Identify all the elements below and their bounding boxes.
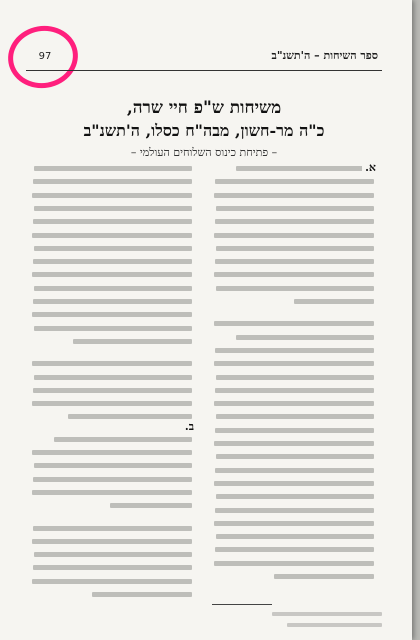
running-header: ספר השיחות – ה'תשנ"ב [271, 49, 378, 62]
section-b-mark: ב. [182, 420, 194, 433]
text-line-placeholder [216, 414, 374, 419]
text-line-placeholder [33, 565, 192, 570]
text-line-placeholder [54, 437, 192, 442]
text-line-placeholder [32, 233, 192, 238]
text-line-placeholder [214, 561, 374, 566]
text-line-placeholder [34, 166, 192, 171]
text-line-placeholder [32, 539, 192, 544]
text-line-placeholder [33, 477, 192, 482]
text-line-placeholder [32, 490, 192, 495]
text-line-placeholder [32, 193, 192, 198]
text-line-placeholder [215, 547, 374, 552]
header-rule [26, 70, 382, 71]
footnote-rule [212, 604, 272, 605]
text-line-placeholder [34, 206, 192, 211]
text-line-placeholder [33, 259, 192, 264]
text-line-placeholder [110, 503, 192, 508]
text-line-placeholder [215, 508, 374, 513]
text-line-placeholder [68, 414, 192, 419]
text-line-placeholder [214, 233, 374, 238]
text-line-placeholder [32, 272, 192, 277]
text-line-placeholder [34, 286, 192, 291]
page-subtitle: – פתיחת כינוס השלוחים העולמי – [130, 146, 278, 159]
page-title-line-1: משיחות ש"פ חיי שרה, [126, 98, 282, 118]
text-line-placeholder [34, 326, 192, 331]
text-line-placeholder [216, 246, 374, 251]
text-line-placeholder [236, 335, 374, 340]
text-line-placeholder [34, 463, 192, 468]
text-line-placeholder [33, 299, 192, 304]
text-line-placeholder [215, 388, 374, 393]
text-line-placeholder [215, 348, 374, 353]
text-line-placeholder [214, 521, 374, 526]
text-line-placeholder [33, 179, 192, 184]
text-line-placeholder [214, 321, 374, 326]
text-line-placeholder [73, 339, 192, 344]
text-line-placeholder [294, 299, 374, 304]
text-line-placeholder [236, 166, 374, 171]
text-line-placeholder [215, 468, 374, 473]
text-line-placeholder [215, 259, 374, 264]
text-line-placeholder [92, 592, 192, 597]
text-line-placeholder [33, 388, 192, 393]
text-line-placeholder [33, 219, 192, 224]
text-line-placeholder [32, 579, 192, 584]
text-line-placeholder [215, 179, 374, 184]
text-line-placeholder [34, 552, 192, 557]
footnote-line [272, 612, 382, 616]
text-line-placeholder [214, 361, 374, 366]
page-number: 97 [38, 51, 52, 62]
text-line-placeholder [215, 219, 374, 224]
text-line-placeholder [33, 526, 192, 531]
text-line-placeholder [34, 246, 192, 251]
text-line-placeholder [214, 481, 374, 486]
text-line-placeholder [216, 286, 374, 291]
section-a-mark: א. [362, 161, 376, 174]
text-line-placeholder [216, 454, 374, 459]
text-line-placeholder [214, 272, 374, 277]
text-line-placeholder [216, 375, 374, 380]
text-line-placeholder [216, 494, 374, 499]
text-line-placeholder [34, 375, 192, 380]
footnote-line [287, 623, 382, 627]
text-line-placeholder [216, 534, 374, 539]
text-line-placeholder [274, 574, 374, 579]
text-line-placeholder [32, 361, 192, 366]
text-line-placeholder [32, 401, 192, 406]
text-line-placeholder [216, 206, 374, 211]
text-line-placeholder [214, 441, 374, 446]
text-line-placeholder [214, 193, 374, 198]
text-line-placeholder [32, 312, 192, 317]
text-line-placeholder [214, 401, 374, 406]
text-line-placeholder [32, 450, 192, 455]
text-line-placeholder [215, 428, 374, 433]
page-title-line-2: כ"ה מר-חשון, מבה"ח כסלו, ה'תשנ"ב [83, 121, 325, 140]
